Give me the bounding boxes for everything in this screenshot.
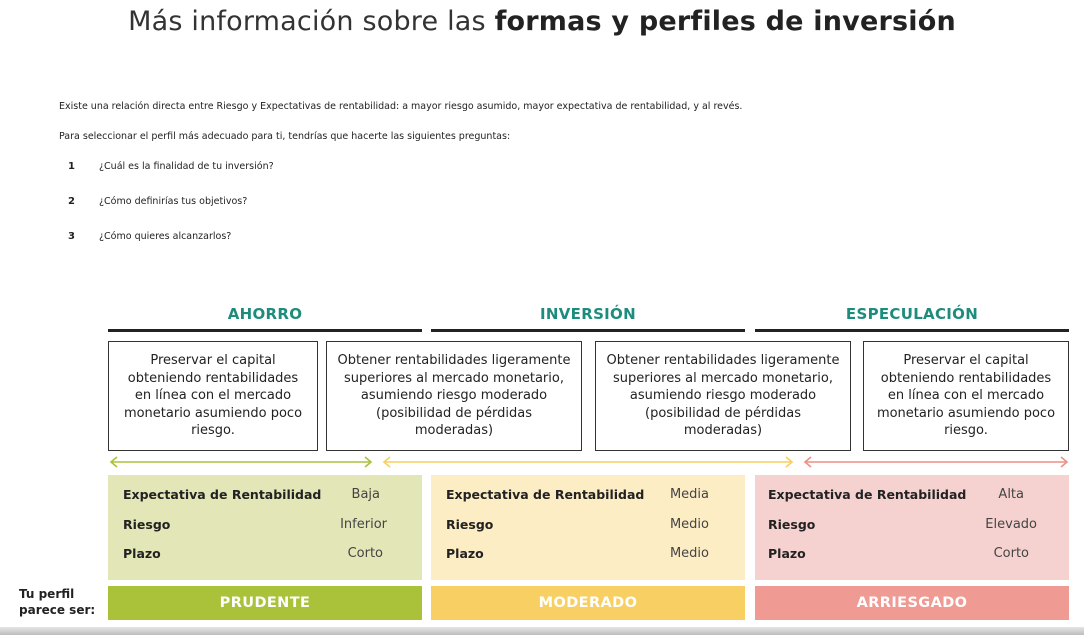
profile-label-line-2: parece ser: <box>19 603 96 617</box>
row-label-plazo: Plazo <box>123 546 161 561</box>
question-3-text: ¿Cómo quieres alcanzarlos? <box>99 231 232 242</box>
category-divider-inversion <box>431 329 745 332</box>
description-text-4: Preservar el capital obteniendo rentabilidades en línea con el mercado monetario asumiendo poco riesgo. <box>876 353 1056 439</box>
value-expectativa: Alta <box>998 487 1024 502</box>
profile-panel-arriesgado <box>755 475 1069 580</box>
row-label-expectativa: Expectativa de Rentabilidad <box>123 487 322 502</box>
double-arrow-prudente-icon <box>108 455 374 469</box>
page-title <box>0 6 1084 37</box>
row-label-expectativa: Expectativa de Rentabilidad <box>768 487 967 502</box>
value-plazo: Corto <box>347 546 383 561</box>
description-text-1: Preservar el capital obteniendo rentabilidades en línea con el mercado monetario asumiendo poco riesgo. <box>123 353 303 439</box>
profile-panel-moderado <box>431 475 745 580</box>
value-expectativa: Media <box>669 487 709 502</box>
value-plazo: Corto <box>993 546 1029 561</box>
description-text-3: Obtener rentabilidades ligeramente superiores al mercado monetario, asumiendo riesgo moderado (posibilidad de pérdidas moderadas) <box>606 353 840 439</box>
description-text-2: Obtener rentabilidades ligeramente superiores al mercado monetario, asumiendo riesgo moderado (posibilidad de pérdidas moderadas) <box>337 353 571 439</box>
category-divider-especulacion <box>755 329 1069 332</box>
profile-panel-prudente <box>108 475 422 580</box>
description-box-1 <box>108 341 318 451</box>
bottom-shadow <box>0 627 1084 635</box>
profile-badge-prudente: PRUDENTE <box>108 586 422 620</box>
row-label-plazo: Plazo <box>768 546 806 561</box>
row-label-riesgo: Riesgo <box>768 517 816 532</box>
category-ahorro: AHORRO <box>227 305 303 323</box>
value-riesgo: Inferior <box>340 517 387 532</box>
value-expectativa: Baja <box>351 487 380 502</box>
description-box-3 <box>595 341 851 451</box>
description-box-4 <box>863 341 1069 451</box>
value-plazo: Medio <box>669 546 709 561</box>
intro-paragraph-1: Existe una relación directa entre Riesgo y Expectativas de rentabilidad: a mayor riesgo asumido, mayor expectativa de rentabilidad, y al revés. <box>59 101 743 112</box>
profile-badge-arriesgado: ARRIESGADO <box>755 586 1069 620</box>
question-2-text: ¿Cómo definirías tus objetivos? <box>99 196 248 207</box>
category-inversion: INVERSIÓN <box>540 305 636 323</box>
row-label-expectativa: Expectativa de Rentabilidad <box>446 487 645 502</box>
page-title-regular: Más información sobre las <box>128 6 495 37</box>
category-divider-ahorro <box>108 329 422 332</box>
page-title-bold: formas y perfiles de inversión <box>494 6 956 37</box>
row-label-riesgo: Riesgo <box>123 517 171 532</box>
value-riesgo: Elevado <box>985 517 1037 532</box>
profile-label-line-1: Tu perfil <box>19 587 75 601</box>
question-1-text: ¿Cuál es la finalidad de tu inversión? <box>99 161 274 172</box>
question-3-number: 3 <box>68 231 75 242</box>
description-box-2 <box>326 341 582 451</box>
profile-label <box>19 586 95 618</box>
question-1-number: 1 <box>68 161 75 172</box>
category-especulacion: ESPECULACIÓN <box>845 305 979 323</box>
double-arrow-moderado-icon <box>381 455 795 469</box>
value-riesgo: Medio <box>669 517 709 532</box>
row-label-plazo: Plazo <box>446 546 484 561</box>
row-label-riesgo: Riesgo <box>446 517 494 532</box>
question-2-number: 2 <box>68 196 75 207</box>
intro-paragraph-2: Para seleccionar el perfil más adecuado para ti, tendrías que hacerte las siguientes preguntas: <box>59 131 511 142</box>
profile-badge-moderado: MODERADO <box>431 586 745 620</box>
double-arrow-arriesgado-icon <box>802 455 1070 469</box>
